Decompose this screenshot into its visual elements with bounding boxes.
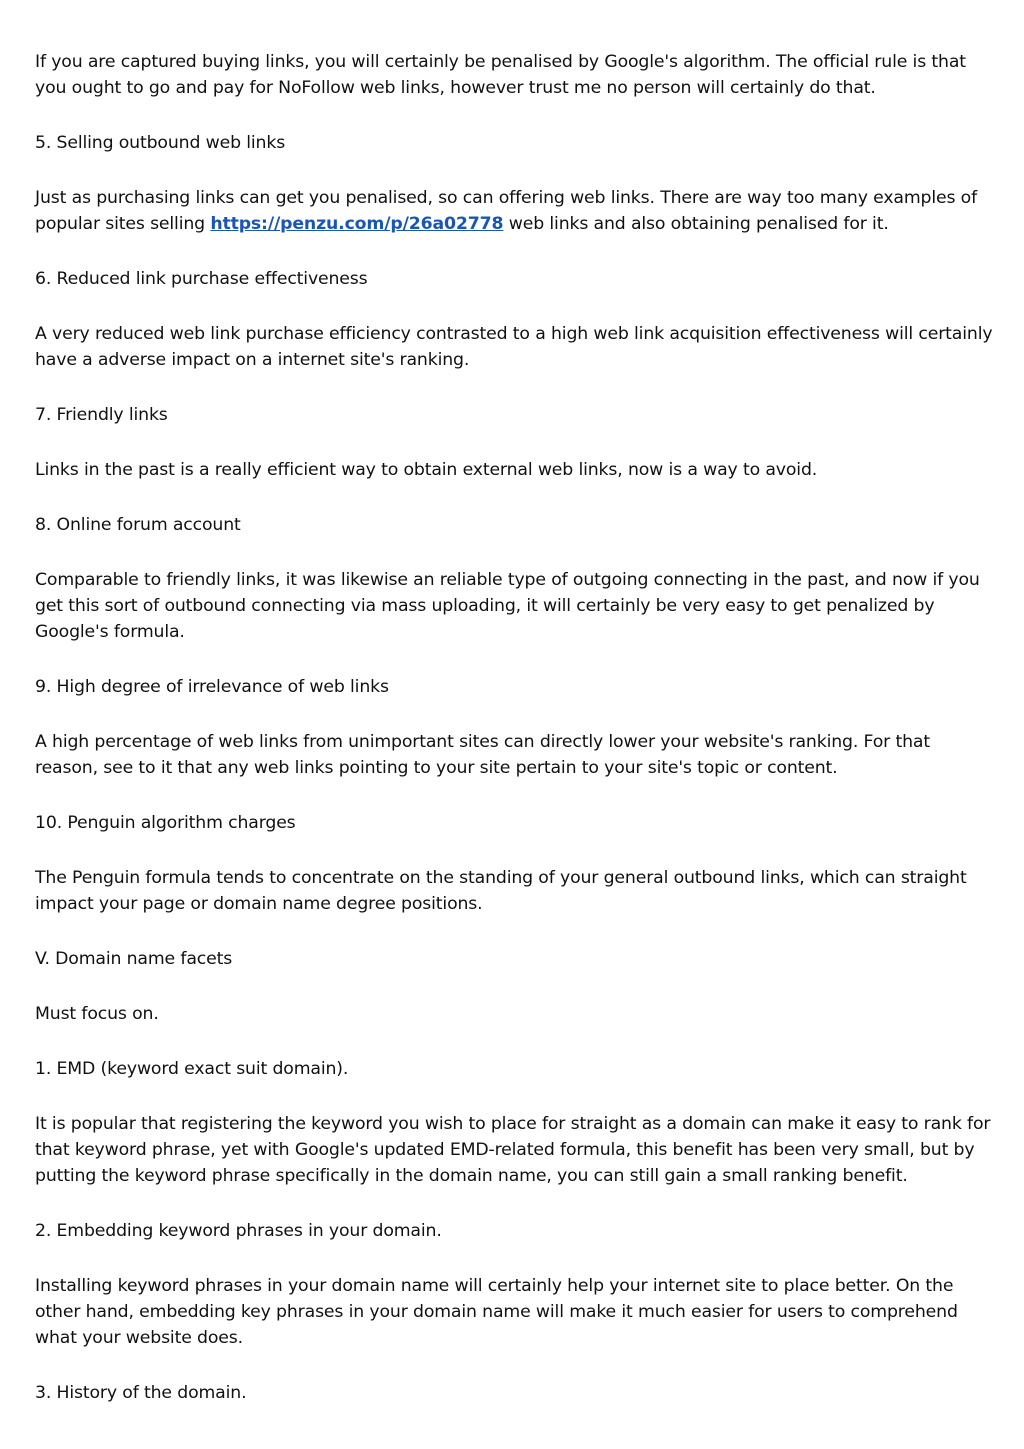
section-heading: V. Domain name facets <box>35 949 233 969</box>
paragraph: A very reduced web link purchase efficiency contrasted to a high web link acquisition effectiveness will certainly have a adverse impact on a internet site's ranking. <box>35 324 993 370</box>
paragraph-text: web links and also obtaining penalised for it. <box>503 214 889 234</box>
paragraph: Installing keyword phrases in your domain name will certainly help your internet site to place better. On the other hand, embedding key phrases in your domain name will make it much easier for users to comprehend what your website does. <box>35 1276 958 1348</box>
paragraph: Must focus on. <box>35 1004 159 1024</box>
paragraph: Comparable to friendly links, it was likewise an reliable type of outgoing connecting in the past, and now if you get this sort of outbound connecting via mass uploading, it will certainly be very easy to get penalized by Google's formula. <box>35 570 980 642</box>
section-heading: 8. Online forum account <box>35 515 241 535</box>
section-heading: 3. History of the domain. <box>35 1383 247 1403</box>
paragraph-text: Just as purchasing links can get you penalised, so can offering web links. There are way too many examples of popular sites selling <box>35 188 978 234</box>
paragraph: A high percentage of web links from unimportant sites can directly lower your website's ranking. For that reason, see to it that any web links pointing to your site pertain to your site's topic or content. <box>35 732 930 778</box>
section-heading: 5. Selling outbound web links <box>35 133 286 153</box>
penzu-link[interactable]: https://penzu.com/p/26a02778 <box>210 214 504 234</box>
paragraph: It is popular that registering the keyword you wish to place for straight as a domain can make it easy to rank for that keyword phrase, yet with Google's updated EMD-related formula, this benefit has been very small, but by putting the keyword phrase specifically in the domain name, you can still gain a small ranking benefit. <box>35 1114 991 1186</box>
section-heading: 6. Reduced link purchase effectiveness <box>35 269 368 289</box>
section-heading: 7. Friendly links <box>35 405 168 425</box>
section-heading: 10. Penguin algorithm charges <box>35 813 296 833</box>
paragraph: If you are captured buying links, you will certainly be penalised by Google's algorithm. The official rule is that you ought to go and pay for NoFollow web links, however trust me no person will certainly do that. <box>35 52 966 98</box>
paragraph: Links in the past is a really efficient way to obtain external web links, now is a way to avoid. <box>35 460 818 480</box>
section-heading: 1. EMD (keyword exact suit domain). <box>35 1059 349 1079</box>
paragraph: The Penguin formula tends to concentrate on the standing of your general outbound links, which can straight impact your page or domain name degree positions. <box>35 868 967 914</box>
paragraph <box>35 185 995 237</box>
section-heading: 2. Embedding keyword phrases in your domain. <box>35 1221 442 1241</box>
section-heading: 9. High degree of irrelevance of web links <box>35 677 389 697</box>
document-body <box>35 49 995 1435</box>
